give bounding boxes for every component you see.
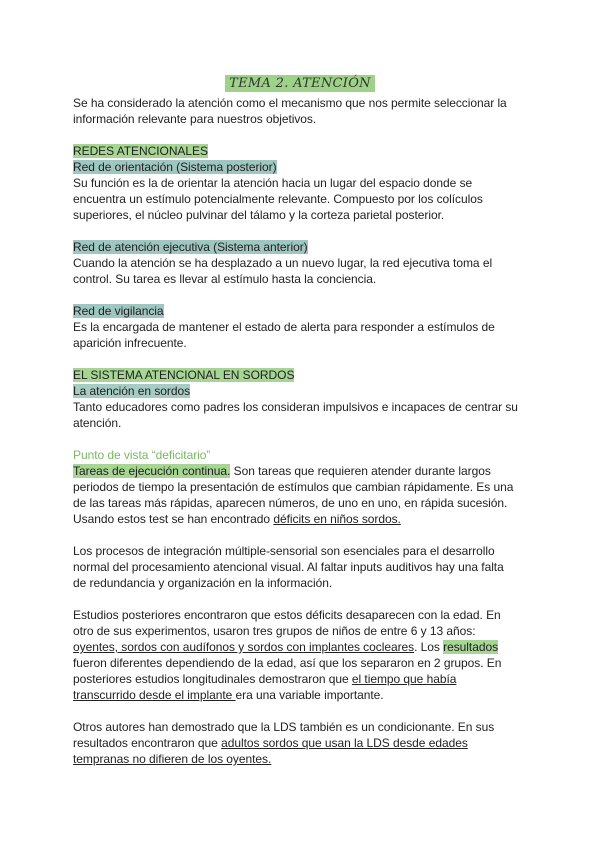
estudios-line-5-pre: posteriores estudios longitudinales demostraron que (73, 672, 352, 686)
sordos-line-1: Tanto educadores como padres los consideran impulsivos e incapaces de centrar su (73, 400, 518, 414)
orientacion-subheading-text: Red de orientación (Sistema posterior) (73, 160, 277, 174)
vigilancia-subheading-text: Red de vigilancia (73, 304, 164, 318)
title-highlight: TEMA 2. ATENCIÓN (225, 75, 375, 92)
ejecutiva-line-2: control. Su tarea es llevar al estímulo hasta la conciencia. (73, 272, 377, 286)
intro-line-1: Se ha considerado la atención como el mecanismo que nos permite seleccionar la (73, 96, 507, 110)
estudios-line-6 (73, 687, 384, 703)
redes-heading-text: REDES ATENCIONALES (73, 144, 208, 158)
orientacion-line-2: encuentra un estímulo potencialmente relevante. Compuesto por los colículos (73, 192, 483, 206)
lds-tempranas-underline: tempranas no difieren de los oyentes. (73, 752, 272, 766)
estudios-line-2: otro de sus experimentos, usaron tres grupos de niños de entre 6 y 13 años: (73, 624, 476, 638)
vigilancia-line-1: Es la encargada de mantener el estado de alerta para responder a estímulos de (73, 320, 495, 334)
orientacion-subheading (73, 159, 277, 175)
deficitario-highlight: Tareas de ejecución continua. (73, 464, 231, 478)
sordos-heading-text: EL SISTEMA ATENCIONAL EN SORDOS (73, 368, 295, 382)
estudios-line-6-rest: era una variable importante. (235, 688, 384, 702)
integracion-line-1: Los procesos de integración múltiple-sensorial son esenciales para el desarrollo (73, 544, 495, 558)
ejecutiva-subheading-text: Red de atención ejecutiva (Sistema anterior) (73, 240, 308, 254)
intro-line-2: información relevante para nuestros objetivos. (73, 112, 317, 126)
page-title (0, 74, 600, 92)
deficitario-label: Punto de vista “deficitario” (73, 448, 211, 462)
deficitario-underline: déficits en niños sordos. (273, 512, 401, 526)
estudios-line-4: fueron diferentes dependiendo de la edad, así que los separaron en 2 grupos. En (73, 656, 502, 670)
lds-adultos-underline: adultos sordos que usan la LDS desde edades (221, 736, 468, 750)
estudios-groups-underline: oyentes, sordos con audífonos y sordos con implantes cocleares (73, 640, 415, 654)
orientacion-line-1: Su función es la de orientar la atención hacia un lugar del espacio donde se (73, 176, 473, 190)
estudios-implante-underline: transcurrido desde el implante (73, 688, 236, 702)
redes-heading (73, 143, 208, 159)
deficitario-line-3: de las tareas más rápidas, aparecen números, de uno en uno, en rápida sucesión. (73, 496, 508, 510)
lds-line-1: Otros autores han demostrado que la LDS también es un condicionante. En sus (73, 720, 495, 734)
sordos-subheading (73, 383, 190, 399)
lds-line-3 (73, 751, 271, 767)
deficitario-line-4 (73, 511, 401, 527)
deficitario-line-4-pre: Usando estos test se han encontrado (73, 512, 274, 526)
ejecutiva-subheading (73, 239, 308, 255)
deficitario-line-1-rest: Son tareas que requieren atender durante largos (230, 464, 491, 478)
vigilancia-subheading (73, 303, 164, 319)
integracion-line-3: de redundancia y organización en la información. (73, 576, 333, 590)
lds-line-2-pre: resultados encontraron que (73, 736, 222, 750)
sordos-subheading-text: La atención en sordos (73, 384, 191, 398)
lds-line-2 (73, 735, 468, 751)
deficitario-line-1 (73, 463, 491, 479)
estudios-line-3-mid: . Los (414, 640, 444, 654)
orientacion-line-3: superiores, el núcleo pulvinar del tálamo y la corteza parietal posterior. (73, 208, 445, 222)
resultados-highlight: resultados (443, 640, 499, 654)
ejecutiva-line-1: Cuando la atención se ha desplazado a un nuevo lugar, la red ejecutiva toma el (73, 256, 493, 270)
integracion-line-2: normal del procesamiento atencional visual. Al faltar inputs auditivos hay una falta (73, 560, 504, 574)
estudios-line-3 (73, 639, 498, 655)
estudios-line-5 (73, 671, 456, 687)
sordos-heading (73, 367, 294, 383)
estudios-line-1: Estudios posteriores encontraron que estos déficits desaparecen con la edad. En (73, 608, 501, 622)
sordos-line-2: atención. (73, 416, 122, 430)
estudios-tiempo-underline: el tiempo que había (351, 672, 457, 686)
deficitario-line-2: periodos de tiempo la presentación de estímulos que cambian rápidamente. Es una (73, 480, 514, 494)
vigilancia-line-2: aparición infrecuente. (73, 336, 187, 350)
